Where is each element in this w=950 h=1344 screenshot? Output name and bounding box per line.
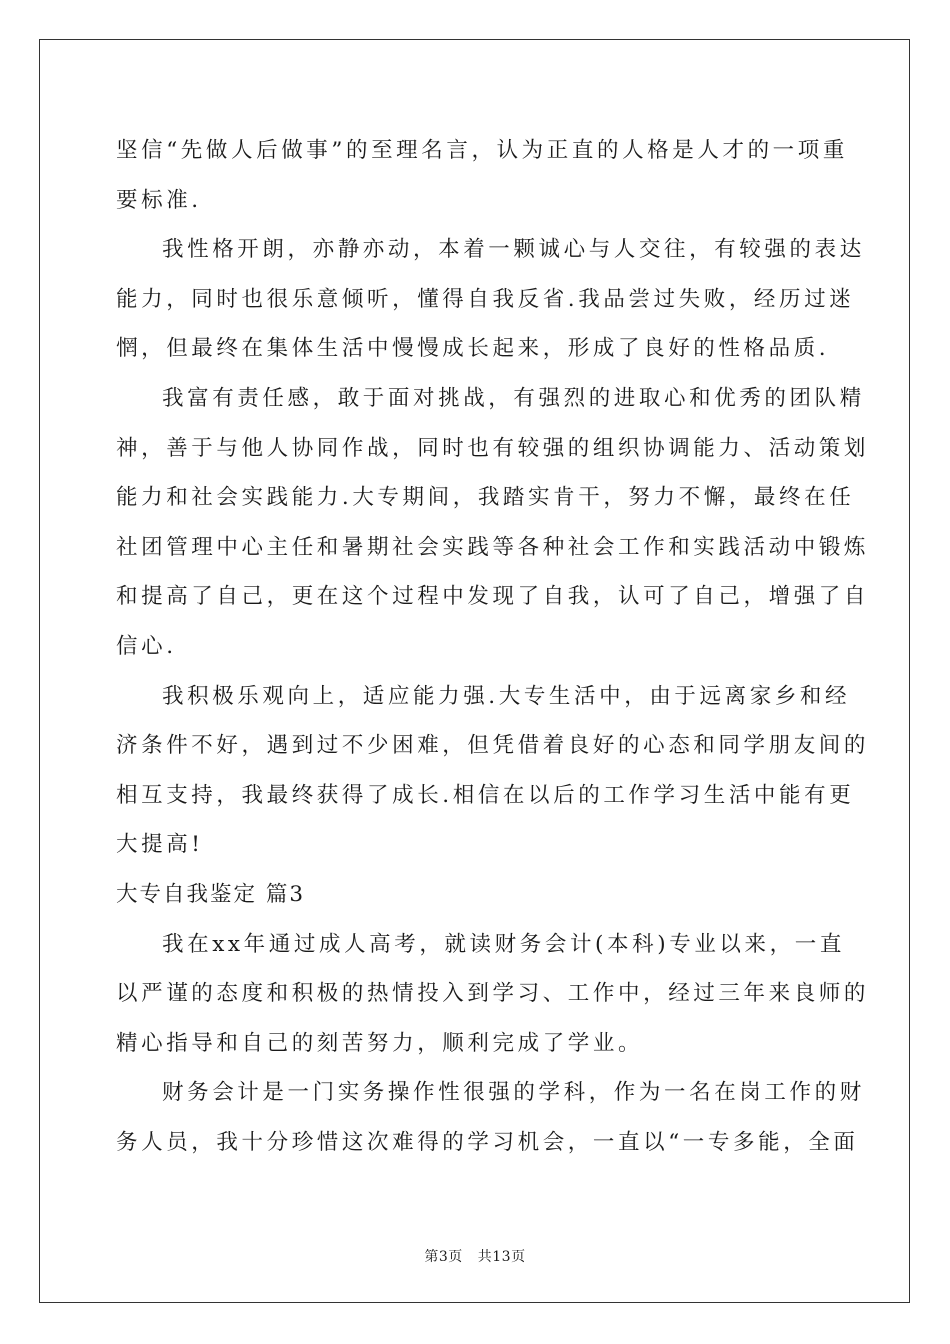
paragraph-line: 能力和社会实践能力.大专期间，我踏实肯干，努力不懈，最终在任 [116, 485, 855, 511]
paragraph-line: 惘，但最终在集体生活中慢慢成长起来，形成了良好的性格品质. [116, 336, 830, 362]
paragraph-line: 坚信“先做人后做事”的至理名言，认为正直的人格是人才的一项重 [116, 138, 848, 163]
paragraph-line: 要标准. [116, 187, 202, 213]
paragraph-line: 精心指导和自己的刻苦努力，顺利完成了学业。 [116, 1030, 644, 1056]
paragraph-line: 我性格开朗，亦静亦动，本着一颗诚心与人交往，有较强的表达 [162, 237, 865, 263]
paragraph-line: 我富有责任感，敢于面对挑战，有强烈的进取心和优秀的团队精 [162, 385, 865, 411]
paragraph-line: 济条件不好，遇到过不少困难，但凭借着良好的心态和同学朋友间的 [116, 733, 870, 759]
paragraph-line: 相互支持，我最终获得了成长.相信在以后的工作学习生活中能有更 [116, 782, 855, 808]
paragraph-line: 神，善于与他人协同作战，同时也有较强的组织协调能力、活动策划 [116, 435, 870, 461]
paragraph-line: 社团管理中心主任和暑期社会实践等各种社会工作和实践活动中锻炼 [116, 534, 870, 560]
paragraph-line: 以严谨的态度和积极的热情投入到学习、工作中，经过三年来良师的 [116, 981, 870, 1007]
page-number-current: 第3页 [424, 1249, 463, 1265]
paragraph-line: 我在xx年通过成人高考，就读财务会计(本科)专业以来，一直 [162, 931, 845, 957]
paragraph-line: 我积极乐观向上，适应能力强.大专生活中，由于远离家乡和经 [162, 683, 851, 709]
page-footer [0, 1246, 950, 1266]
paragraph-line: 和提高了自己，更在这个过程中发现了自我，认可了自己，增强了自 [116, 584, 870, 610]
paragraph-line: 信心. [116, 633, 177, 659]
section-heading: 大专自我鉴定 篇3 [116, 881, 306, 907]
page-number-total: 共13页 [477, 1249, 526, 1265]
paragraph-line: 大提高! [116, 832, 204, 858]
document-body [116, 126, 870, 1167]
paragraph-line: 务人员，我十分珍惜这次难得的学习机会，一直以“一专多能，全面 [116, 1129, 859, 1155]
paragraph-line: 财务会计是一门实务操作性很强的学科，作为一名在岗工作的财 [162, 1080, 865, 1106]
paragraph-line: 能力，同时也很乐意倾听，懂得自我反省.我品尝过失败，经历过迷 [116, 286, 855, 312]
